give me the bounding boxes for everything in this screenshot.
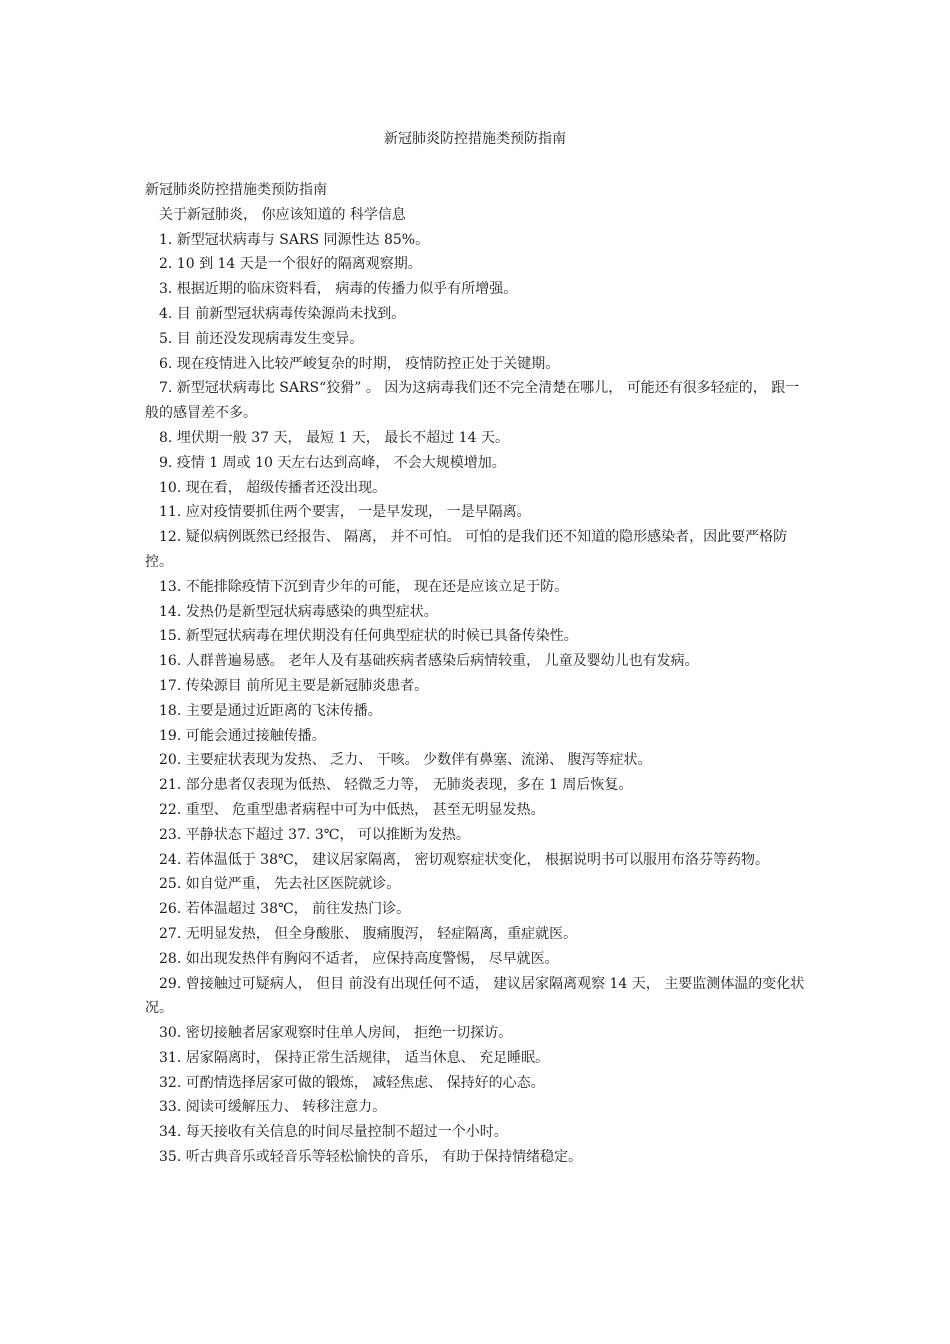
list-item: 4. 目 前新型冠状病毒传染源尚未找到。 [159, 305, 406, 322]
document-body [145, 178, 810, 1170]
list-item: 24. 若体温低于 38℃， 建议居家隔离， 密切观察症状变化， 根据说明书可以服用布洛芬等药物。 [159, 851, 769, 868]
list-item: 34. 每天接收有关信息的时间尽量控制不超过一个小时。 [159, 1124, 508, 1141]
list-item: 1. 新型冠状病毒与 SARS 同源性达 85%。 [159, 231, 430, 248]
list-item: 21. 部分患者仅表现为低热、 轻微乏力等， 无肺炎表现，多在 1 周后恢复。 [159, 777, 633, 794]
document-title: 新冠肺炎防控措施类预防指南 [384, 131, 566, 147]
list-item: 12. 疑似病例既然已经报告、 隔离， 并不可怕。 可怕的是我们还不知道的隐形感染者，因此要严格防控。 [145, 529, 788, 570]
list-item: 25. 如自觉严重， 先去社区医院就诊。 [159, 876, 401, 893]
list-item: 13. 不能排除疫情下沉到青少年的可能， 现在还是应该立足于防。 [159, 578, 569, 595]
list-item: 15. 新型冠状病毒在埋伏期没有任何典型症状的时候已具备传染性。 [159, 628, 578, 645]
list-item: 33. 阅读可缓解压力、 转移注意力。 [159, 1099, 387, 1116]
list-item: 20. 主要症状表现为发热、 乏力、 干咳。 少数伴有鼻塞、流涕、 腹泻等症状。 [159, 752, 652, 769]
intro-line: 关于新冠肺炎， 你应该知道的 科学信息 [159, 206, 406, 223]
list-item: 31. 居家隔离时， 保持正常生活规律， 适当休息、 充足睡眠。 [159, 1049, 550, 1066]
list-item: 19. 可能会通过接触传播。 [159, 727, 326, 744]
list-item: 27. 无明显发热， 但全身酸胀、 腹痛腹泻， 轻症隔离，重症就医。 [159, 925, 578, 942]
list-item: 9. 疫情 1 周或 10 天左右达到高峰， 不会大规模增加。 [159, 454, 506, 471]
list-item: 17. 传染源目 前所见主要是新冠肺炎患者。 [159, 677, 429, 694]
list-item: 10. 现在看， 超级传播者还没出现。 [159, 479, 387, 496]
list-item: 8. 埋伏期一般 37 天， 最短 1 天， 最长不超过 14 天。 [159, 429, 509, 446]
list-item: 26. 若体温超过 38℃， 前往发热门诊。 [159, 901, 411, 918]
list-item: 7. 新型冠状病毒比 SARS“狡猾” 。 因为这病毒我们还不完全清楚在哪儿， 可能还有很多轻症的， 跟一般的感冒差不多。 [145, 380, 800, 422]
list-item: 2. 10 到 14 天是一个很好的隔离观察期。 [159, 256, 422, 273]
list-item: 32. 可酌情选择居家可做的锻炼， 减轻焦虑、 保持好的心态。 [159, 1074, 545, 1091]
list-item: 30. 密切接触者居家观察时住单人房间， 拒绝一切探访。 [159, 1025, 513, 1042]
list-item: 28. 如出现发热伴有胸闷不适者， 应保持高度警惕， 尽早就医。 [159, 950, 559, 967]
list-item: 35. 听古典音乐或轻音乐等轻松愉快的音乐， 有助于保持情绪稳定。 [159, 1149, 583, 1166]
list-item: 11. 应对疫情要抓住两个要害， 一是早发现， 一是早隔离。 [159, 504, 531, 521]
section-heading: 新冠肺炎防控措施类预防指南 [145, 182, 327, 198]
list-item: 6. 现在疫情进入比较严峻复杂的时期， 疫情防控正处于关键期。 [159, 355, 560, 372]
list-item: 3. 根据近期的临床资料看， 病毒的传播力似乎有所增强。 [159, 281, 518, 298]
list-item: 23. 平静状态下超过 37. 3℃， 可以推断为发热。 [159, 826, 470, 843]
list-item: 16. 人群普遍易感。 老年人及有基础疾病者感染后病情较重， 儿童及婴幼儿也有发病。 [159, 653, 699, 670]
list-item: 29. 曾接触过可疑病人， 但目 前没有出现任何不适， 建议居家隔离观察 14 天， 主要监测体温的变化状况。 [145, 975, 805, 1017]
list-item: 5. 目 前还没发现病毒发生变异。 [159, 330, 364, 347]
list-item: 18. 主要是通过近距离的飞沫传播。 [159, 702, 382, 719]
list-item: 14. 发热仍是新型冠状病毒感染的典型症状。 [159, 603, 438, 620]
list-item: 22. 重型、 危重型患者病程中可为中低热， 甚至无明显发热。 [159, 801, 545, 818]
